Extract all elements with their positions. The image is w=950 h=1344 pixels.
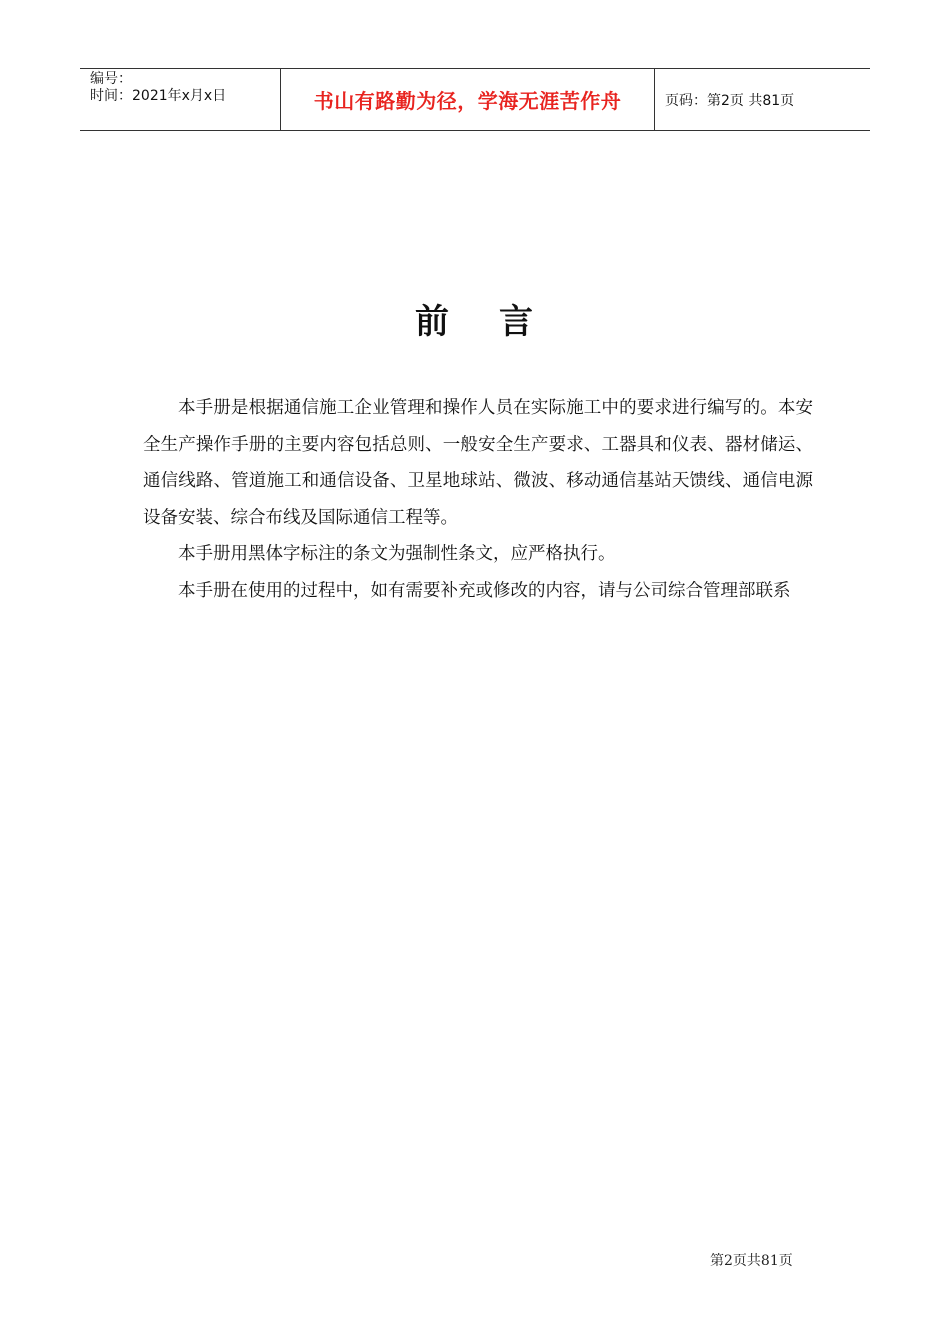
paragraph: 本手册在使用的过程中，如有需要补充或修改的内容，请与公司综合管理部联系 [178,580,791,601]
header-meta-cell [80,69,281,130]
title-char-1: 前 [415,302,451,342]
page-footer: 第2页共81页 [710,1253,793,1269]
page-title [0,294,950,343]
paragraph: 本手册用黑体字标注的条文为强制性条文，应严格执行。 [178,544,616,564]
paragraph: 本手册是根据通信施工企业管理和操作人员在实际施工中的要求进行编写的。本安全生产操作手册的主要内容包括总则、一般安全生产要求、工器具和仪表、器材储运、通信线路、管道施工和通信设备、卫星地球站、微波、移动通信基站天馈线、通信电源设备安装、综合布线及国际通信工程等。 [143,398,813,528]
preface-body [143,390,813,609]
document-time: 时间：2021年x月x日 [90,88,227,104]
header-motto: 书山有路勤为径，学海无涯苦作舟 [281,69,655,130]
document-header [80,68,870,131]
title-char-2: 言 [499,302,535,342]
header-page-info: 页码：第2页 共81页 [665,92,795,109]
document-number-label: 编号： [90,71,132,87]
